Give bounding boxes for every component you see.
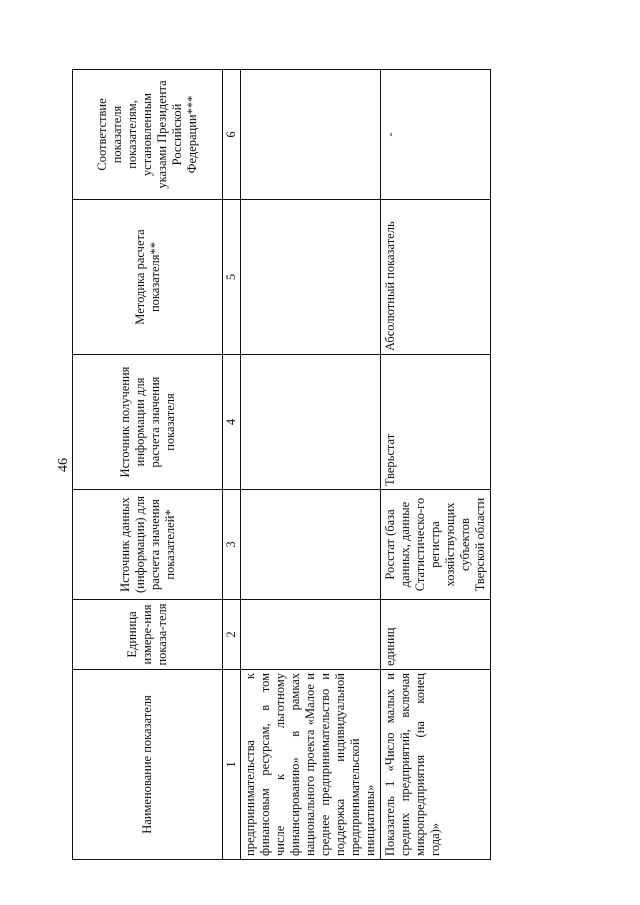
table-row [241, 70, 381, 860]
rotated-page [56, 70, 596, 860]
column-number: 5 [223, 200, 241, 355]
compliance-cell: - [381, 70, 491, 200]
column-number-row [223, 70, 241, 860]
data-source-cell: Росстат (база данных, данные Статистическо-го регистра хозяйствующих субъектов Тверской области [381, 490, 491, 600]
indicator-name-cell: предпринимательства к финансовым ресурсам, в том числе к льготному финансированию» в рамках национального проекта «Малое и среднее предпринимательство и поддержка индивидуальной предпринимательской инициативы» [241, 670, 381, 860]
data-source-cell [241, 490, 381, 600]
column-number: 4 [223, 355, 241, 490]
page-number: 46 [56, 458, 71, 472]
column-number: 6 [223, 70, 241, 200]
header-method: Методика расчета показателя** [73, 200, 223, 355]
info-source-cell [241, 355, 381, 490]
method-cell: Абсолютный показатель [381, 200, 491, 355]
indicators-table [72, 69, 491, 860]
column-number: 2 [223, 600, 241, 670]
header-unit: Единица измере-ния показа-теля [73, 600, 223, 670]
info-source-cell: Тверьстат [381, 355, 491, 490]
indicator-name-cell: Показатель 1 «Число малых и средних предприятий, включая микропредприятия (на конец года)» [381, 670, 491, 860]
header-info-source: Источник получения информации для расчета значения показателя [73, 355, 223, 490]
unit-cell: единиц [381, 600, 491, 670]
header-indicator-name: Наименование показателя [73, 670, 223, 860]
method-cell [241, 200, 381, 355]
table-header-row [73, 70, 223, 860]
table-row [381, 70, 491, 860]
header-compliance: Соответствие показателя показателям, установленным указами Президента Российской Федерации*** [73, 70, 223, 200]
compliance-cell [241, 70, 381, 200]
unit-cell [241, 600, 381, 670]
column-number: 1 [223, 670, 241, 860]
header-data-source: Источник данных (информации) для расчета значения показателей* [73, 490, 223, 600]
column-number: 3 [223, 490, 241, 600]
